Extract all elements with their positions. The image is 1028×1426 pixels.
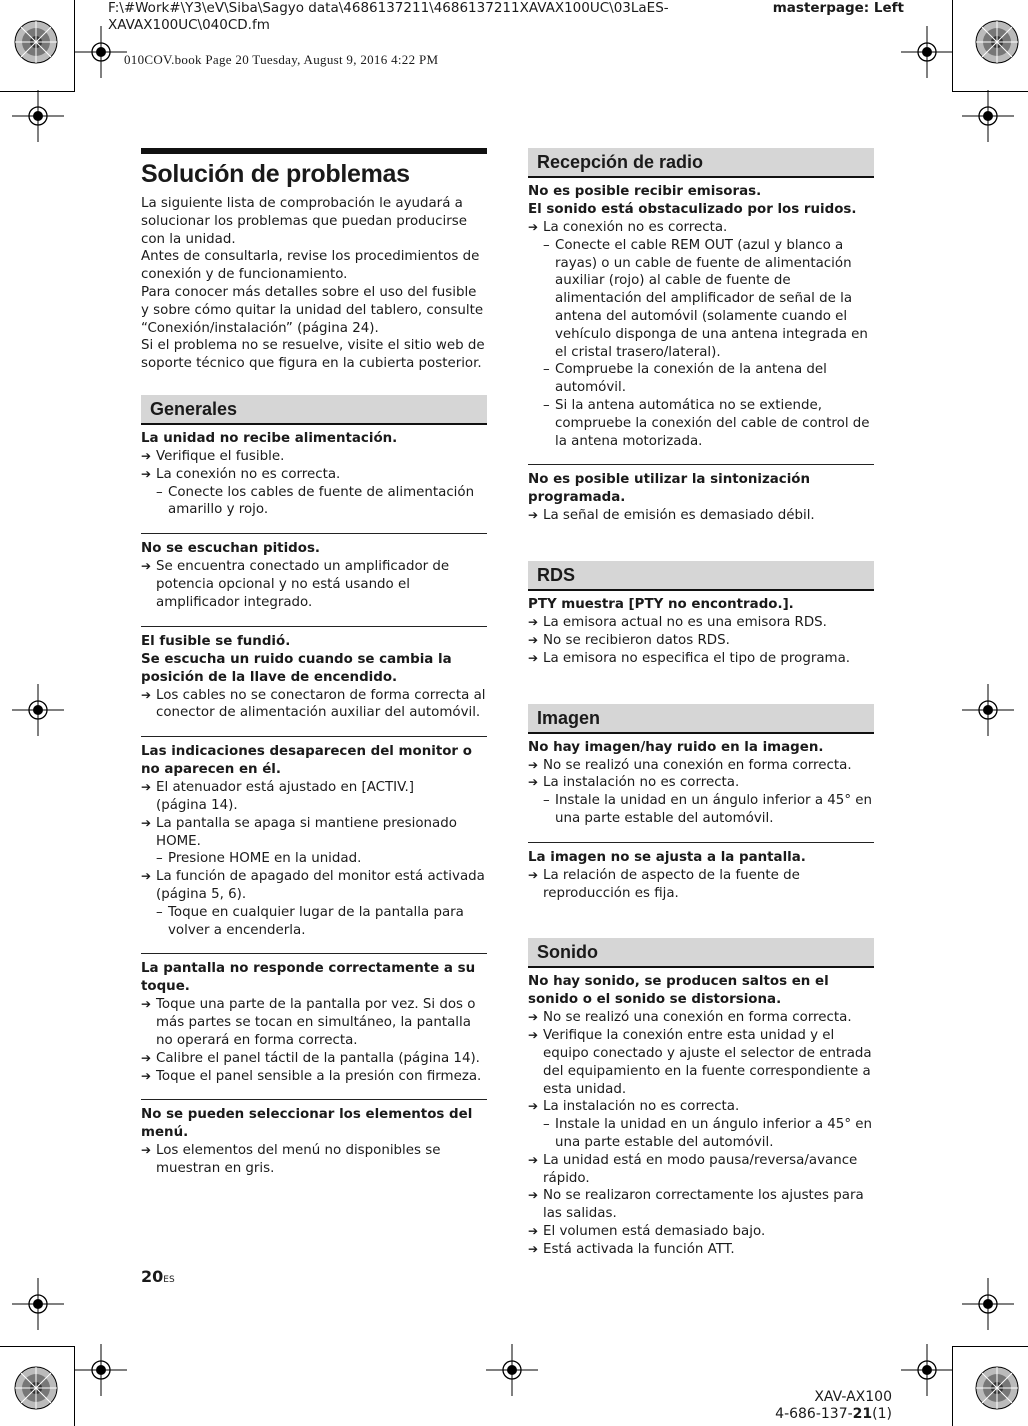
arrow-icon: ➔ xyxy=(528,632,539,647)
item-text: La emisora no especifica el tipo de programa. xyxy=(543,650,851,666)
solution-item xyxy=(528,1152,874,1188)
item-text: Verifique la conexión entre esta unidad y el equipo conectado y ajuste el selector de entrada del equipamiento en la fuente correspondiente a esta unidad. xyxy=(543,1028,872,1097)
problem-question: La pantalla no responde correctamente a su toque. xyxy=(141,961,476,995)
item-text: Instale la unidad en un ángulo inferior a 45° en una parte estable del automóvil. xyxy=(555,793,873,826)
intro-paragraph: Antes de consultarla, revise los procedimientos de conexión y de funcionamiento. xyxy=(141,249,480,283)
problem-question: No se escuchan pitidos. xyxy=(141,541,321,557)
troubleshooting-entry xyxy=(141,533,487,625)
registration-cross xyxy=(962,1278,1014,1330)
item-text: El atenuador está ajustado en [ACTIV.] (página 14). xyxy=(156,780,415,813)
registration-cross xyxy=(962,90,1014,142)
arrow-icon: ➔ xyxy=(528,1010,539,1025)
item-text: Conecte el cable REM OUT (azul y blanco a rayas) o un cable de fuente de alimentación auxiliar (rojo) al cable de fuente de alimentación del amplificador de señal de la antena del automóvil (solamente cuando el vehículo disponga de una antena integrada en el cristal trasero/lateral). xyxy=(555,237,868,360)
arrow-icon: ➔ xyxy=(528,1152,539,1167)
registration-cross xyxy=(901,26,953,78)
solution-item xyxy=(141,779,487,815)
arrow-icon: ➔ xyxy=(141,466,152,481)
solution-subitem xyxy=(528,792,874,828)
registration-cross xyxy=(486,1344,538,1396)
solution-item xyxy=(528,650,874,668)
item-text: La unidad está en modo pausa/reversa/avance rápido. xyxy=(543,1152,858,1186)
section-heading: Recepción de radio xyxy=(528,148,874,178)
solution-item xyxy=(528,614,874,632)
item-text: Está activada la función ATT. xyxy=(543,1241,735,1257)
book-info: 010COV.book Page 20 Tuesday, August 9, 2016 4:22 PM xyxy=(124,52,439,67)
item-text: La relación de aspecto de la fuente de reproducción es fija. xyxy=(543,867,800,901)
dash-icon: – xyxy=(156,484,163,500)
page-title: Solución de problemas xyxy=(141,160,410,188)
item-text: Se encuentra conectado un amplificador de potencia opcional y no está usando el amplificador integrado. xyxy=(156,559,450,610)
item-text: No se recibieron datos RDS. xyxy=(543,632,730,648)
arrow-icon: ➔ xyxy=(141,1068,152,1083)
section xyxy=(528,561,874,681)
solution-subitem xyxy=(528,1116,874,1152)
solution-subitem xyxy=(141,484,487,520)
solution-item xyxy=(141,466,487,484)
arrow-icon: ➔ xyxy=(528,615,539,630)
troubleshooting-entry xyxy=(528,968,874,1272)
registration-cross xyxy=(75,1344,127,1396)
solution-item xyxy=(141,1142,487,1178)
problem-question: No se pueden seleccionar los elementos del menú. xyxy=(141,1107,473,1141)
arrow-icon: ➔ xyxy=(528,1028,539,1043)
section xyxy=(528,704,874,917)
troubleshooting-entry xyxy=(141,953,487,1099)
solution-item xyxy=(528,774,874,792)
item-text: La instalación no es correcta. xyxy=(543,1099,740,1115)
model-name: XAV-AX100 xyxy=(814,1389,892,1405)
item-text: Compruebe la conexión de la antena del automóvil. xyxy=(555,362,827,396)
solution-item xyxy=(528,1241,874,1259)
arrow-icon: ➔ xyxy=(528,757,539,772)
solution-subitem xyxy=(528,397,874,450)
registration-cross xyxy=(901,1344,953,1396)
arrow-icon: ➔ xyxy=(141,997,152,1012)
item-text: No se realizó una conexión en forma correcta. xyxy=(543,757,852,773)
solution-item xyxy=(141,1068,487,1086)
item-text: La pantalla se apaga si mantiene presionado HOME. xyxy=(156,815,457,849)
solution-item xyxy=(528,219,874,237)
troubleshooting-entry xyxy=(528,591,874,681)
solution-subitem xyxy=(528,361,874,397)
dash-icon: – xyxy=(543,237,550,253)
dash-icon: – xyxy=(156,904,163,920)
solution-item xyxy=(528,1223,874,1241)
solution-subitem xyxy=(528,237,874,362)
item-text: La instalación no es correcta. xyxy=(543,775,740,791)
model-info xyxy=(775,1389,892,1423)
troubleshooting-entry xyxy=(141,736,487,953)
problem-question: No hay sonido, se producen saltos en el sonido o el sonido se distorsiona. xyxy=(528,974,829,1008)
item-text: No se realizaron correctamente los ajustes para las salidas. xyxy=(543,1188,864,1222)
item-text: La señal de emisión es demasiado débil. xyxy=(543,508,815,524)
item-text: La conexión no es correcta. xyxy=(156,466,341,482)
solution-item xyxy=(141,868,487,904)
dash-icon: – xyxy=(543,793,550,809)
left-sections xyxy=(141,395,487,1192)
item-text: Si la antena automática no se extiende, compruebe la conexión del cable de control de la antena motorizada. xyxy=(555,397,870,449)
item-text: La conexión no es correcta. xyxy=(543,220,728,235)
arrow-icon: ➔ xyxy=(528,775,539,790)
troubleshooting-entry xyxy=(141,1099,487,1192)
registration-cross xyxy=(12,684,64,736)
troubleshooting-entry xyxy=(528,734,874,842)
item-text: Calibre el panel táctil de la pantalla (página 14). xyxy=(156,1050,480,1066)
problem-question: No es posible recibir emisoras. El sonido está obstaculizado por los ruidos. xyxy=(528,184,857,217)
page-number: 20ES xyxy=(141,1267,175,1286)
dash-icon: – xyxy=(543,1117,550,1133)
section xyxy=(528,148,874,539)
arrow-icon: ➔ xyxy=(141,687,152,702)
arrow-icon: ➔ xyxy=(141,1050,152,1065)
arrow-icon: ➔ xyxy=(528,220,539,234)
arrow-icon: ➔ xyxy=(141,780,152,795)
solution-item xyxy=(141,448,487,466)
registration-cross xyxy=(12,90,64,142)
troubleshooting-entry xyxy=(141,425,487,533)
arrow-icon: ➔ xyxy=(528,1099,539,1114)
solution-item xyxy=(528,1187,874,1223)
item-text: El volumen está demasiado bajo. xyxy=(543,1223,766,1239)
arrow-icon: ➔ xyxy=(141,448,152,463)
right-sections xyxy=(528,148,874,1272)
section-heading: Imagen xyxy=(528,704,874,734)
solution-subitem xyxy=(141,904,487,940)
solution-subitem xyxy=(141,850,487,868)
title-rule xyxy=(141,148,487,154)
section-heading: Sonido xyxy=(528,938,874,968)
masterpage-label: masterpage: Left xyxy=(772,0,904,16)
problem-question: No es posible utilizar la sintonización programada. xyxy=(528,472,811,506)
item-text: Los elementos del menú no disponibles se muestran en gris. xyxy=(156,1143,441,1177)
registration-cross xyxy=(75,26,127,78)
file-path: F:\#Work#\Y3\eV\Siba\Sagyo data\4686137211\4686137211XAVAX100UC\03LaES-XAVAX100UC\040CD.fm xyxy=(108,0,669,33)
registration-cross xyxy=(12,1278,64,1330)
arrow-icon: ➔ xyxy=(528,508,539,523)
troubleshooting-entry xyxy=(528,178,874,464)
arrow-icon: ➔ xyxy=(528,1188,539,1203)
item-text: Conecte los cables de fuente de alimentación amarillo y rojo. xyxy=(168,484,475,518)
color-target xyxy=(15,21,57,63)
dash-icon: – xyxy=(543,362,550,378)
registration-cross xyxy=(962,684,1014,736)
problem-question: La unidad no recibe alimentación. xyxy=(141,430,398,446)
item-text: Toque el panel sensible a la presión con firmeza. xyxy=(156,1068,482,1084)
arrow-icon: ➔ xyxy=(528,1223,539,1238)
right-column xyxy=(528,148,874,1272)
solution-item xyxy=(141,687,487,723)
item-text: No se realizó una conexión en forma correcta. xyxy=(543,1010,852,1026)
section-heading: Generales xyxy=(141,395,487,425)
arrow-icon: ➔ xyxy=(528,650,539,665)
item-text: Toque en cualquier lugar de la pantalla para volver a encenderla. xyxy=(168,904,464,938)
troubleshooting-entry xyxy=(528,842,874,917)
problem-question: Las indicaciones desaparecen del monitor o no aparecen en él. xyxy=(141,744,472,778)
solution-item xyxy=(528,1027,874,1098)
part-number: 4-686-137-21(1) xyxy=(775,1406,892,1422)
arrow-icon: ➔ xyxy=(141,559,152,574)
item-text: La función de apagado del monitor está activada (página 5, 6). xyxy=(156,869,485,902)
solution-item xyxy=(528,1009,874,1027)
intro-paragraph: La siguiente lista de comprobación le ayudará a solucionar los problemas que puedan producirse con la unidad. xyxy=(141,196,467,247)
dash-icon: – xyxy=(156,851,163,867)
solution-item xyxy=(141,996,487,1049)
problem-question: PTY muestra [PTY no encontrado.]. xyxy=(528,597,794,613)
troubleshooting-entry xyxy=(528,464,874,539)
solution-item xyxy=(141,558,487,611)
item-text: Instale la unidad en un ángulo inferior a 45° en una parte estable del automóvil. xyxy=(555,1117,873,1150)
solution-item xyxy=(528,867,874,903)
arrow-icon: ➔ xyxy=(141,815,152,830)
item-text: Toque una parte de la pantalla por vez. Si dos o más partes se tocan en simultáneo, la pantalla no operará en forma correcta. xyxy=(156,997,476,1048)
item-text: Verifique el fusible. xyxy=(156,448,285,464)
arrow-icon: ➔ xyxy=(528,867,539,882)
item-text: La emisora actual no es una emisora RDS. xyxy=(543,615,827,631)
intro-paragraph: Si el problema no se resuelve, visite el sitio web de soporte técnico que figura en la cubierta posterior. xyxy=(141,338,485,372)
solution-item xyxy=(528,1098,874,1116)
solution-item xyxy=(141,815,487,851)
section xyxy=(528,938,874,1272)
solution-item xyxy=(528,632,874,650)
color-target xyxy=(15,1367,57,1409)
arrow-icon: ➔ xyxy=(528,1241,539,1256)
item-text: Los cables no se conectaron de forma correcta al conector de alimentación auxiliar del automóvil. xyxy=(156,687,486,721)
intro-text xyxy=(141,195,487,373)
color-target xyxy=(976,1367,1018,1409)
left-column xyxy=(141,148,487,1192)
problem-question: El fusible se fundió. Se escucha un ruido cuando se cambia la posición de la llave de encendido. xyxy=(141,633,452,685)
item-text: Presione HOME en la unidad. xyxy=(168,851,362,867)
section xyxy=(141,395,487,1192)
section-heading: RDS xyxy=(528,561,874,591)
intro-paragraph: Para conocer más detalles sobre el uso del fusible y sobre cómo quitar la unidad del tablero, consulte “Conexión/instalación” (página 24). xyxy=(141,284,484,336)
solution-item xyxy=(528,507,874,525)
arrow-icon: ➔ xyxy=(141,1143,152,1158)
problem-question: No hay imagen/hay ruido en la imagen. xyxy=(528,739,824,755)
troubleshooting-entry xyxy=(141,626,487,737)
problem-question: La imagen no se ajusta a la pantalla. xyxy=(528,849,806,865)
color-target xyxy=(976,21,1018,63)
arrow-icon: ➔ xyxy=(141,869,152,884)
dash-icon: – xyxy=(543,397,550,413)
solution-item xyxy=(141,1050,487,1068)
solution-item xyxy=(528,757,874,775)
